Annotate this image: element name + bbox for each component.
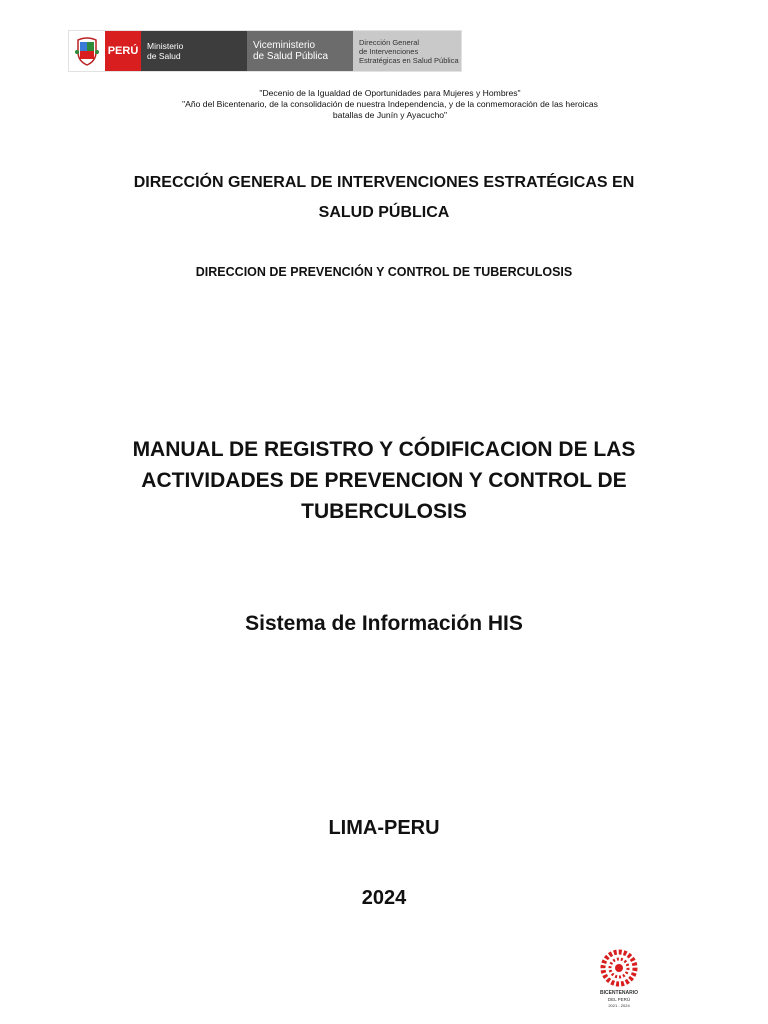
official-year-quotes [130,88,650,121]
direction-line-3: Estratégicas en Salud Pública [359,55,459,65]
bicentenario-logo-icon [590,946,648,1010]
sub-heading: DIRECCION DE PREVENCIÓN Y CONTROL DE TUBERCULOSIS [195,265,573,279]
ministry-line-2: de Salud [147,51,181,61]
year-label: 2024 [361,887,407,909]
logo-line-1: BICENTENARIO [599,990,639,996]
main-heading-line-1: DIRECCIÓN GENERAL DE INTERVENCIONES ESTRATÉGICAS EN [133,174,635,191]
main-heading-line-2: SALUD PÚBLICA [318,204,450,221]
coat-of-arms-icon [69,31,105,71]
title-line-2: ACTIVIDADES DE PREVENCION Y CONTROL DE [141,469,627,492]
place-label: LIMA-PERU [328,817,440,839]
institutional-header [68,30,462,72]
document-subtitle: Sistema de Información HIS [245,612,523,635]
logo-line-3: 2021 - 2024 [608,1003,630,1008]
document-title [90,434,678,527]
peru-label: PERÚ [105,31,141,71]
quote-line-1: "Decenio de la Igualdad de Oportunidades para Mujeres y Hombres" [259,88,521,98]
logo-line-2: DEL PERÚ [607,997,631,1002]
vice-ministry-block [247,31,353,71]
title-line-1: MANUAL DE REGISTRO Y CÓDIFICACION DE LAS [132,438,636,461]
direction-line-1: Dirección General [359,37,420,47]
vice-line-2: de Salud Pública [253,51,329,62]
ministry-line-1: Ministerio [147,41,184,51]
ministry-block [141,31,247,71]
direction-block [353,31,461,71]
quote-line-3: batallas de Junín y Ayacucho" [332,110,448,120]
title-line-3: TUBERCULOSIS [301,500,467,523]
vice-line-1: Viceministerio [253,40,316,51]
direction-line-2: de Intervenciones [359,46,419,56]
quote-line-2: "Año del Bicentenario, de la consolidación de nuestra Independencia, y de la conmemoración de las heroicas [182,99,598,109]
main-heading [60,168,708,228]
